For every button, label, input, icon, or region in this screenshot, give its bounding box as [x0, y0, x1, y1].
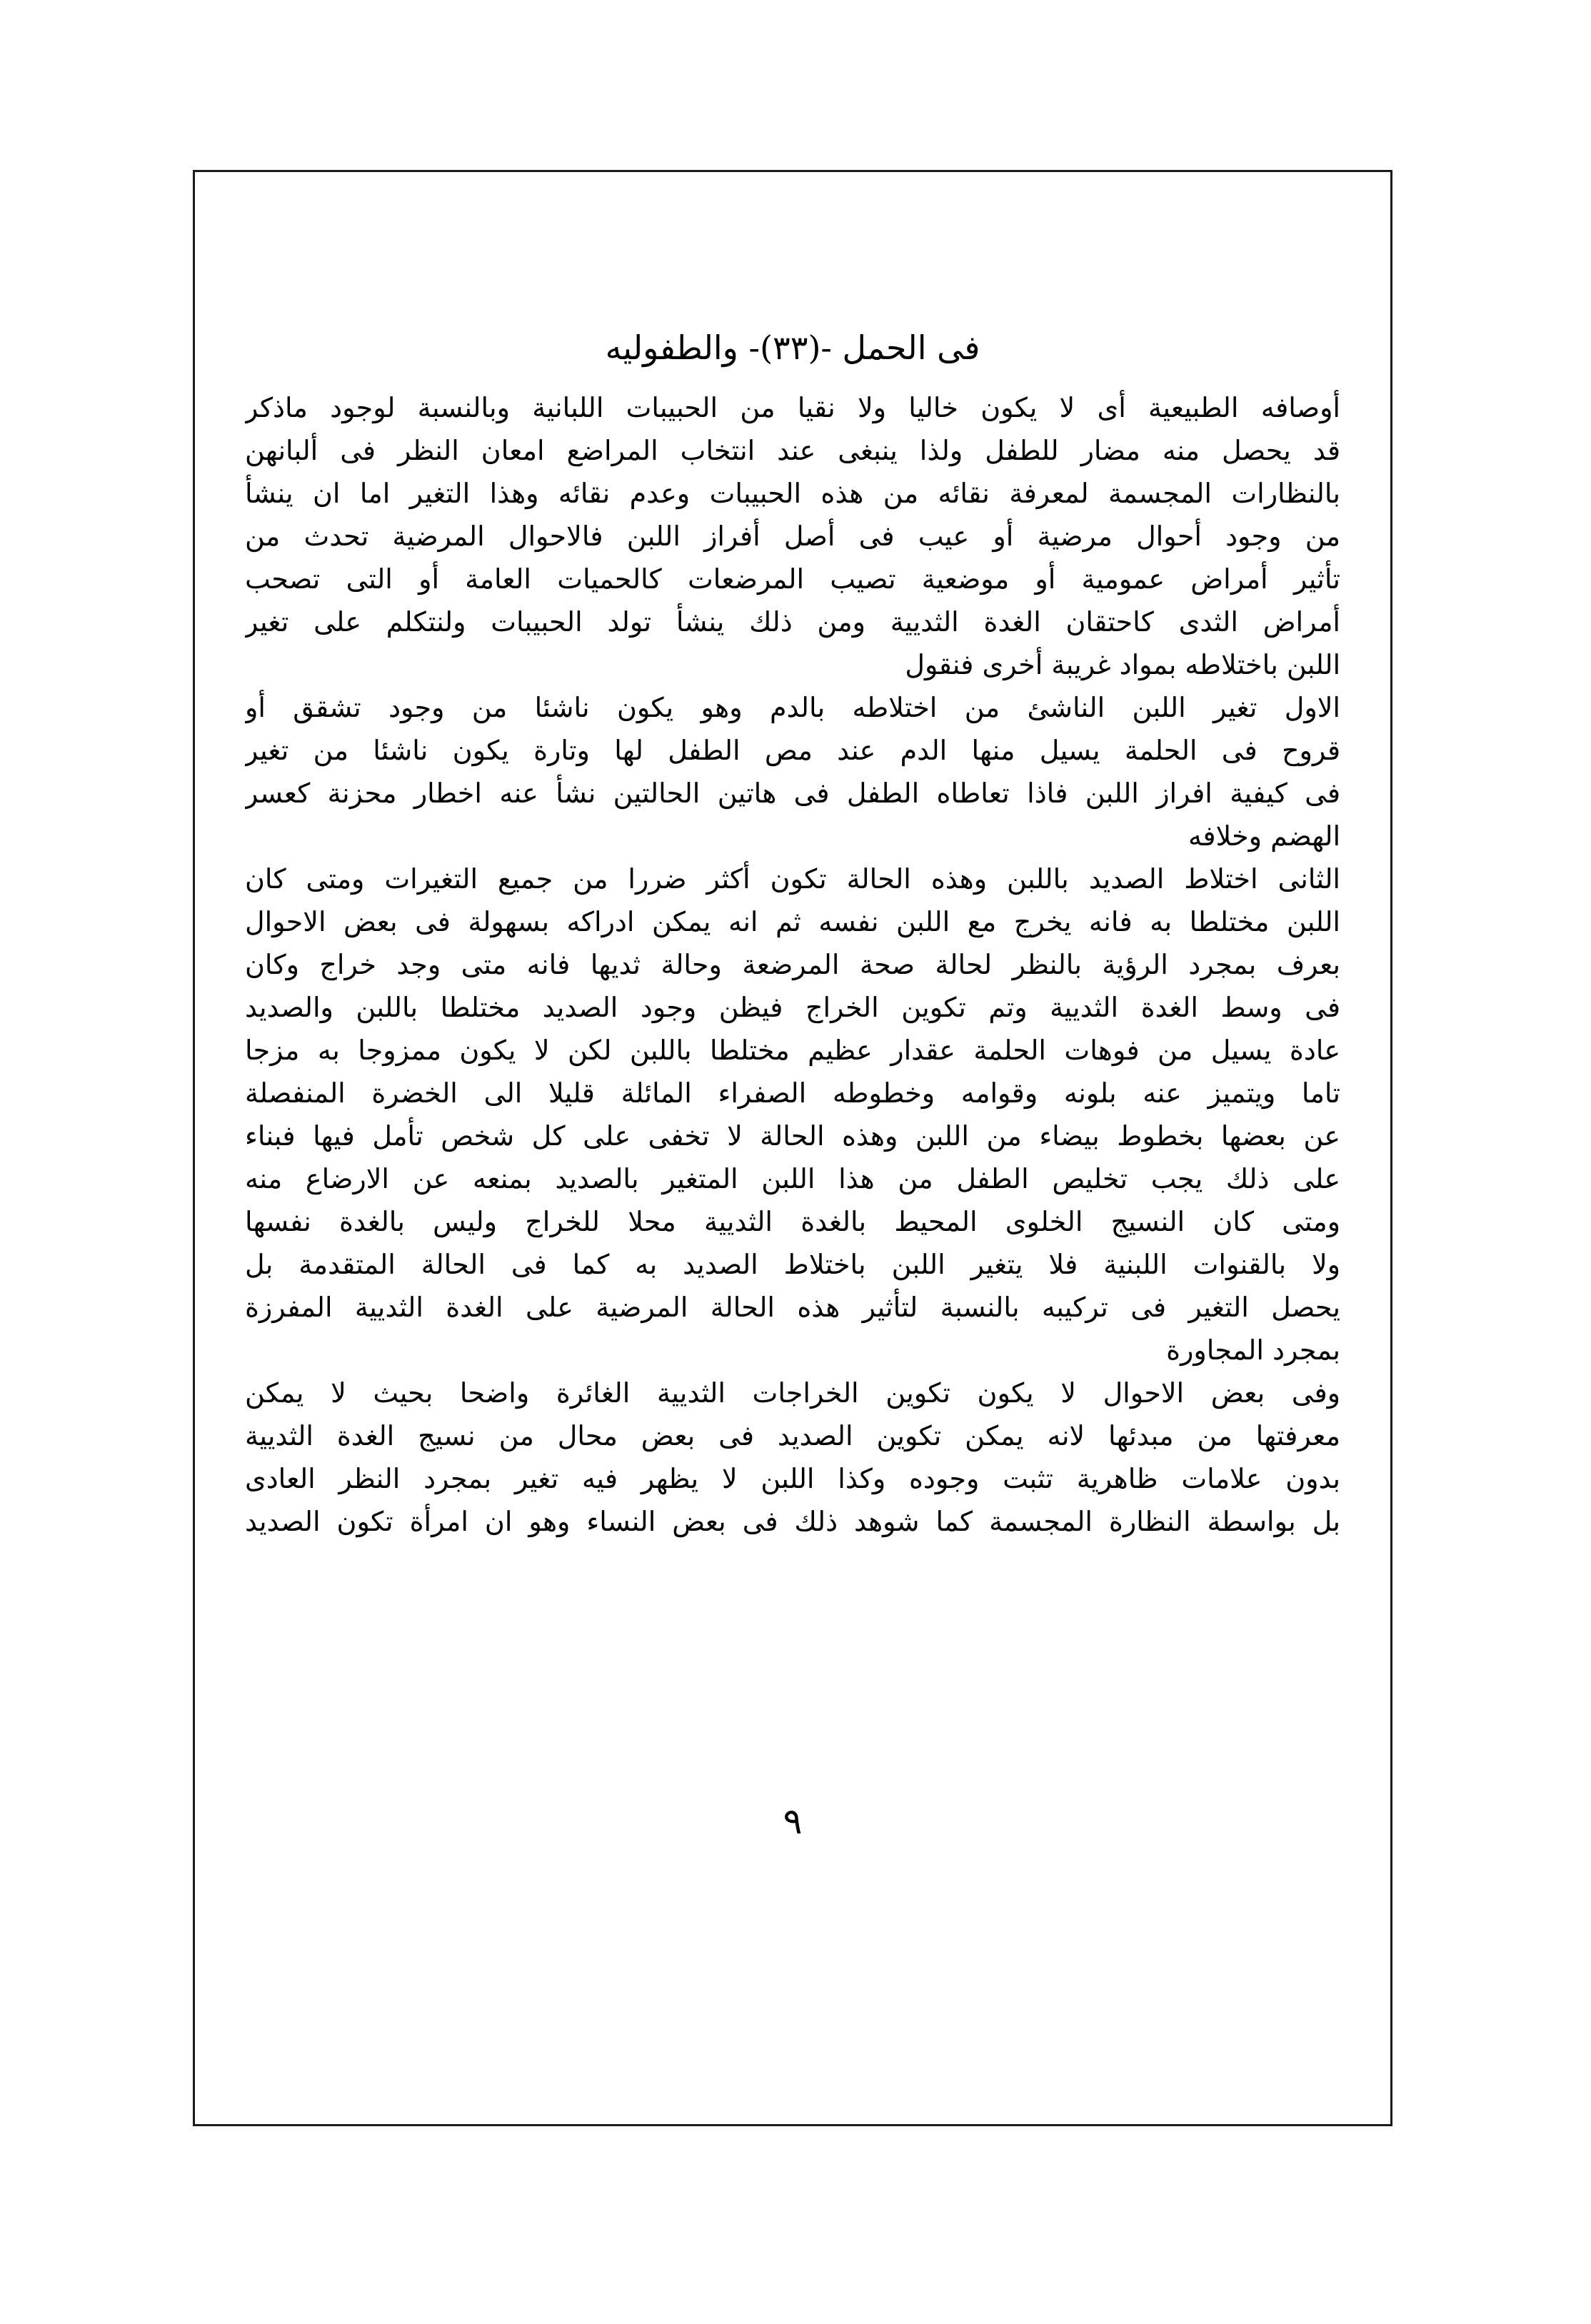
text-line: ومتى كان النسيج الخلوى المحيط بالغدة الثديية محلا للخراج وليس بالغدة نفسها [245, 1206, 1340, 1237]
body-text [245, 386, 1340, 1543]
text-line: فى وسط الغدة الثديية وتم تكوين الخراج فيظن وجود الصديد مختلطا باللبن والصديد [245, 992, 1340, 1023]
text-line: بدون علامات ظاهرية تثبت وجوده وكذا اللبن لا يظهر فيه تغير بمجرد النظر العادى [245, 1463, 1340, 1494]
text-line: تأثير أمراض عمومية أو موضعية تصيب المرضعات كالحميات العامة أو التى تصحب [245, 563, 1340, 595]
text-line: تاما ويتميز عنه بلونه وقوامه وخطوطه الصفراء المائلة قليلا الى الخضرة المنفصلة [245, 1077, 1340, 1109]
text-line: بمجرد المجاورة [1166, 1334, 1340, 1366]
text-line: الاول تغير اللبن الناشئ من اختلاطه بالدم وهو يكون ناشئا من وجود تشقق أو [245, 692, 1340, 723]
text-line: قروح فى الحلمة يسيل منها الدم عند مص الطفل لها وتارة يكون ناشئا من تغير [245, 735, 1340, 766]
text-line: على ذلك يجب تخليص الطفل من هذا اللبن المتغير بالصديد بمنعه عن الارضاع منه [245, 1163, 1340, 1194]
text-line: ولا بالقنوات اللبنية فلا يتغير اللبن باختلاط الصديد به كما فى الحالة المتقدمة بل [245, 1249, 1340, 1280]
text-line: يحصل التغير فى تركيبه بالنسبة لتأثير هذه الحالة المرضية على الغدة الثديية المفرزة [245, 1292, 1340, 1323]
text-line: الثانى اختلاط الصديد باللبن وهذه الحالة تكون أكثر ضررا من جميع التغيرات ومتى كان [245, 863, 1340, 895]
page-number: ٩ [783, 1801, 803, 1842]
text-line: عن بعضها بخطوط بيضاء من اللبن وهذه الحالة لا تخفى على كل شخص تأمل فيها فبناء [245, 1120, 1340, 1152]
text-line: الهضم وخلافه [1188, 820, 1340, 852]
page-border [193, 170, 1392, 2126]
text-line: بالنظارات المجسمة لمعرفة نقائه من هذه الحبيبات وعدم نقائه وهذا التغير اما ان ينشأ [245, 478, 1340, 509]
text-line: أوصافه الطبيعية أى لا يكون خاليا ولا نقيا من الحبيبات اللبانية وبالنسبة لوجود ماذكر [245, 392, 1340, 423]
text-line: اللبن باختلاطه بمواد غريبة أخرى فنقول [905, 649, 1340, 680]
running-head: فى الحمل -(٣٣)- والطفوليه [605, 328, 980, 367]
text-line: فى كيفية افراز اللبن فاذا تعاطاه الطفل فى هاتين الحالتين نشأ عنه اخطار محزنة كعسر [245, 778, 1340, 809]
text-line: عادة يسيل من فوهات الحلمة عقدار عظيم مختلطا باللبن لكن لا يكون ممزوجا به مزجا [245, 1035, 1340, 1066]
text-line: بل بواسطة النظارة المجسمة كما شوهد ذلك فى بعض النساء وهو ان امرأة تكون الصديد [245, 1506, 1340, 1537]
text-line: من وجود أحوال مرضية أو عيب فى أصل أفراز اللبن فالاحوال المرضية تحدث من [245, 520, 1340, 552]
text-line: قد يحصل منه مضار للطفل ولذا ينبغى عند انتخاب المراضع امعان النظر فى ألبانهن [245, 435, 1340, 466]
text-line: وفى بعض الاحوال لا يكون تكوين الخراجات الثديية الغائرة واضحا بحيث لا يمكن [245, 1377, 1340, 1409]
text-line: معرفتها من مبدئها لانه يمكن تكوين الصديد فى بعض محال من نسيج الغدة الثديية [245, 1420, 1340, 1452]
text-line: اللبن مختلطا به فانه يخرج مع اللبن نفسه ثم انه يمكن ادراكه بسهولة فى بعض الاحوال [245, 906, 1340, 937]
text-line: أمراض الثدى كاحتقان الغدة الثديية ومن ذلك ينشأ تولد الحبيبات ولنتكلم على تغير [245, 606, 1340, 638]
text-line: بعرف بمجرد الرؤية بالنظر لحالة صحة المرضعة وحالة ثديها فانه متى وجد خراج وكان [245, 949, 1340, 980]
